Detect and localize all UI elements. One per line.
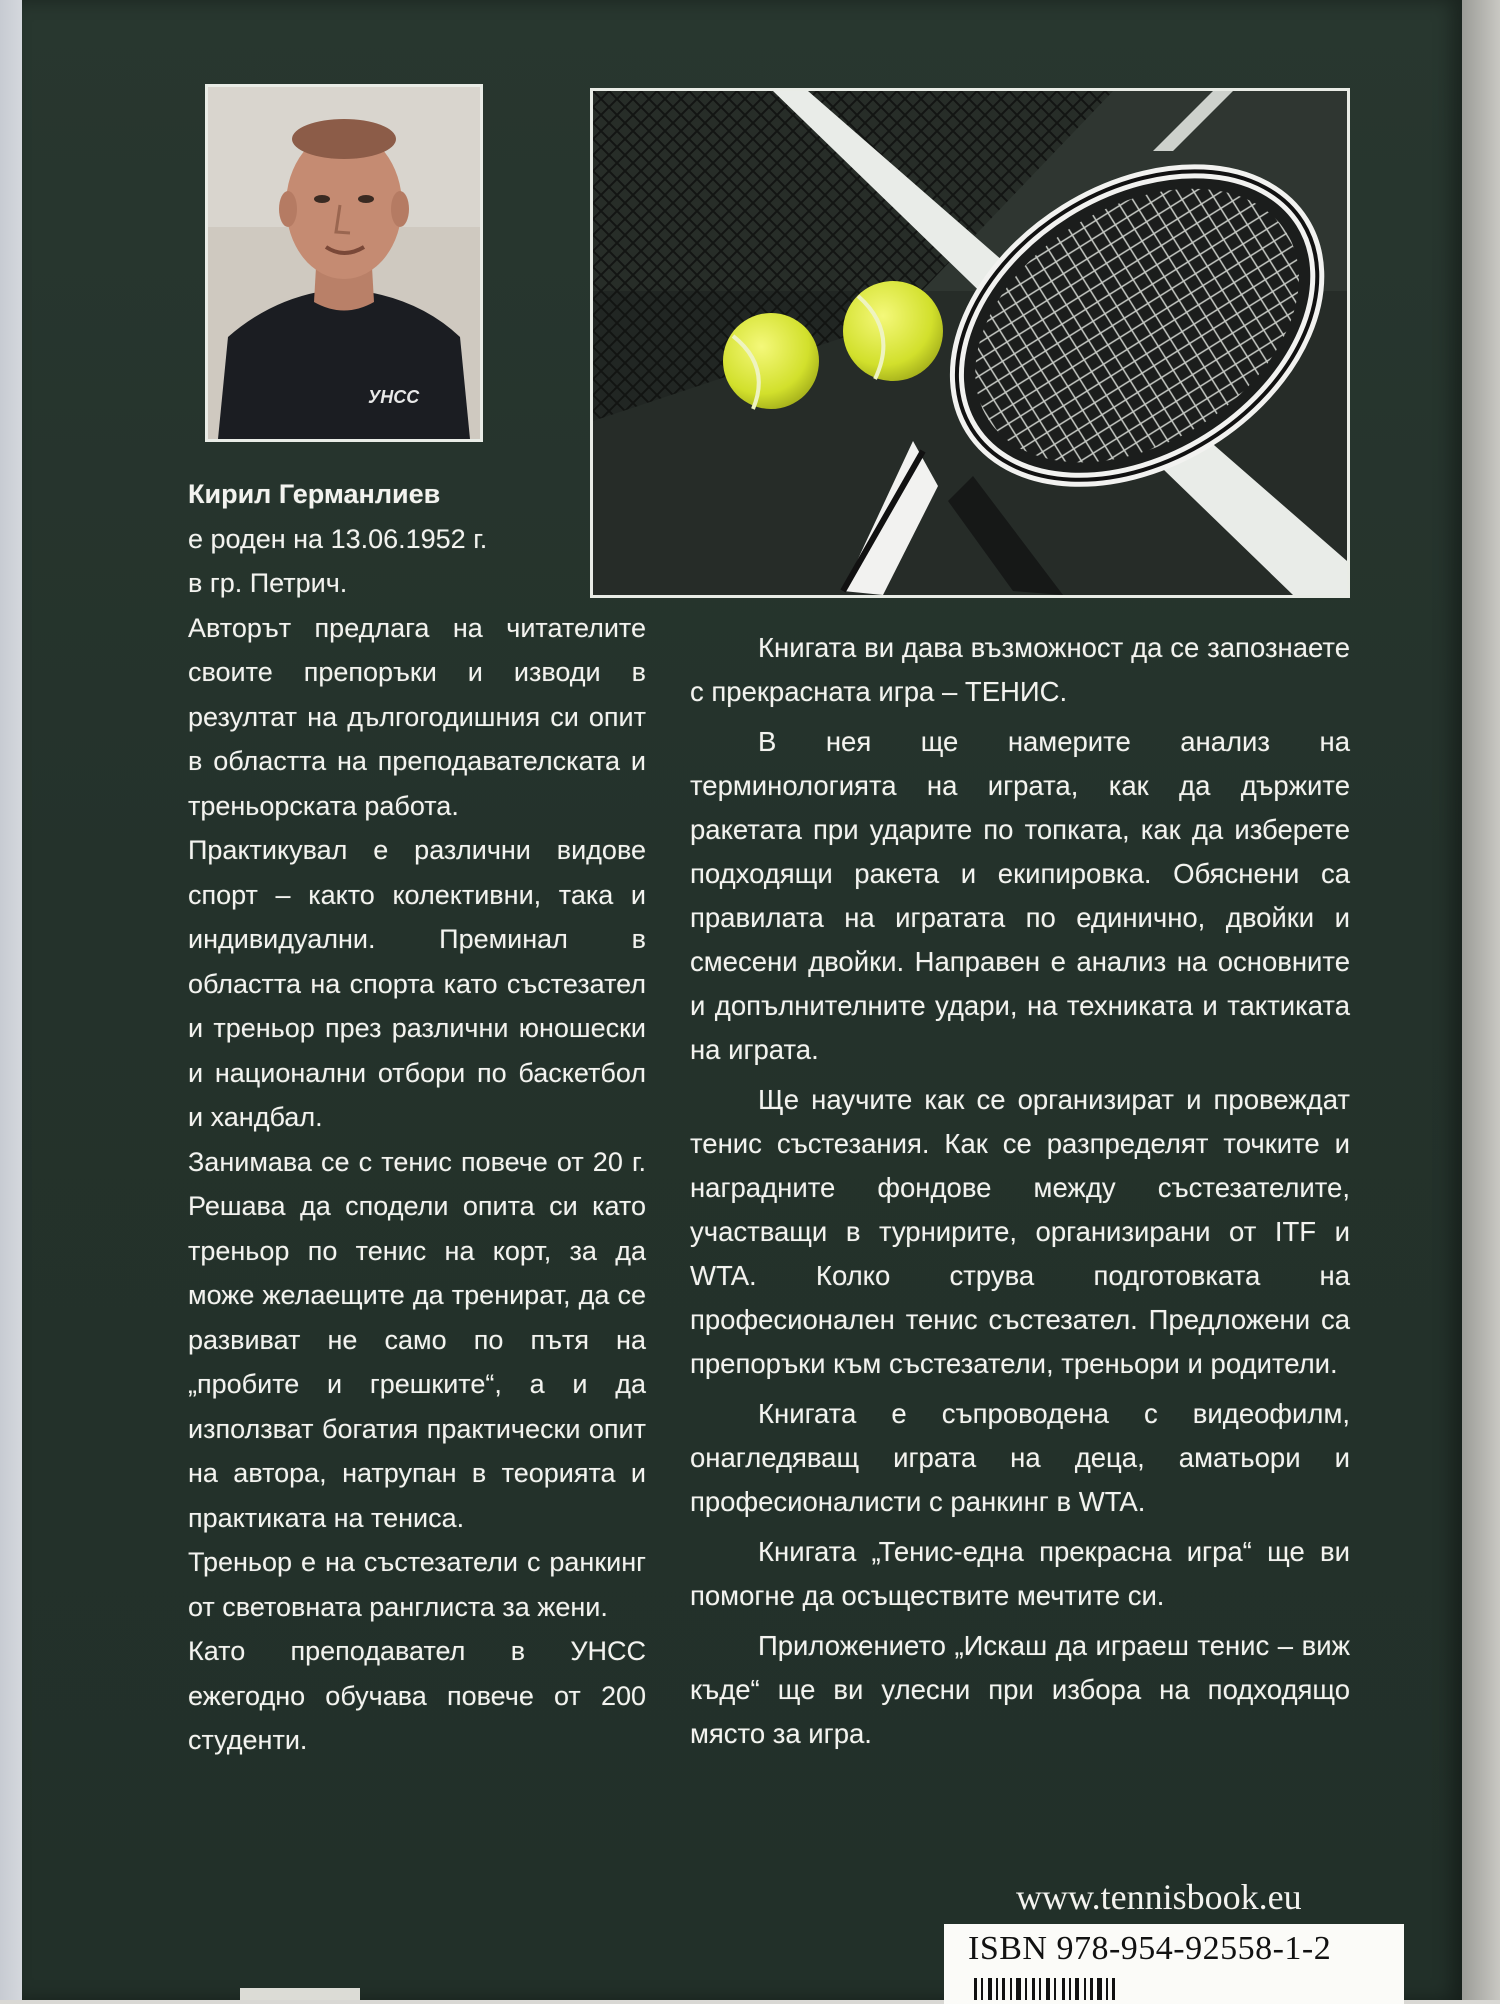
page-edge-strip xyxy=(240,1988,360,2000)
author-birth-place: в гр. Петрич. xyxy=(188,568,348,598)
bio-paragraph: Авторът предлага на читателите своите препоръки и изводи в резултат на дългогодишния си опит в областта на преподавателската и треньорската работа. xyxy=(188,612,646,821)
tennis-racket-photo xyxy=(590,88,1350,598)
author-photo xyxy=(205,84,483,442)
website-url: www.tennisbook.eu xyxy=(1016,1877,1302,1917)
bio-paragraph: Треньор е на състезатели с ранкинг от световната ранглиста за жени. xyxy=(188,1547,646,1622)
barcode xyxy=(944,1974,1404,2000)
description-paragraph: Приложението „Искаш да играеш тенис – виж къде“ ще ви улесни при избора на подходящо място за игра. xyxy=(690,1630,1350,1749)
description-paragraph: Книгата „Тенис-една прекрасна игра“ ще ви помогне да осъществите мечтите си. xyxy=(690,1536,1350,1611)
book-description xyxy=(690,626,1350,1756)
isbn-number: ISBN 978-954-92558-1-2 xyxy=(968,1930,1332,1967)
bio-paragraph: Практикувал е различни видове спорт – както колективни, така и индивидуални. Преминал в областта на спорта като състезател и треньор през различни юношески и национални отбори по баскетбол и хандбал. xyxy=(188,835,646,1132)
description-paragraph: Ще научите как се организират и провеждат тенис състезания. Как се разпределят точките и наградните фондове между състезателите, участващи в турнирите, организирани от ITF и WTA. Колко струва подготовката на професионален тенис състезател. Предложени са препоръки към състезатели, треньори и родители. xyxy=(690,1084,1350,1379)
description-paragraph: В нея ще намерите анализ на терминологията на играта, как да държите ракетата при ударите по топката, как да изберете подходящи ракета и екипировка. Обяснени са правилата на игратата по единично, двойки и смесени двойки. Направен е анализ на основните и допълнителните удари, на техниката и тактиката на играта. xyxy=(690,726,1350,1065)
book-spine-edge xyxy=(1462,0,1500,2000)
description-paragraph: Книгата ви дава възможност да се запознаете с прекрасната игра – ТЕНИС. xyxy=(690,632,1350,707)
author-birth-date: е роден на 13.06.1952 г. xyxy=(188,523,488,554)
description-paragraph: Книгата е съпроводена с видеофилм, онагледяващ играта на деца, аматьори и професионалисти с ранкинг в WTA. xyxy=(690,1398,1350,1517)
author-bio xyxy=(188,472,646,1763)
bio-paragraph: Занимава се с тенис повече от 20 г. Решава да сподели опита си като треньор по тенис на корт, за да може желаещите да тренират, да се развиват не само по пътя на „пробите и грешките“, а и да използват богатия практически опит на автора, натрупан в теорията и практиката на тениса. xyxy=(188,1146,646,1533)
shirt-logo: УНСС xyxy=(368,387,420,407)
author-name: Кирил Германлиев xyxy=(188,479,441,509)
bio-paragraph: Като преподавател в УНСС ежегодно обучава повече от 200 студенти. xyxy=(188,1636,646,1755)
